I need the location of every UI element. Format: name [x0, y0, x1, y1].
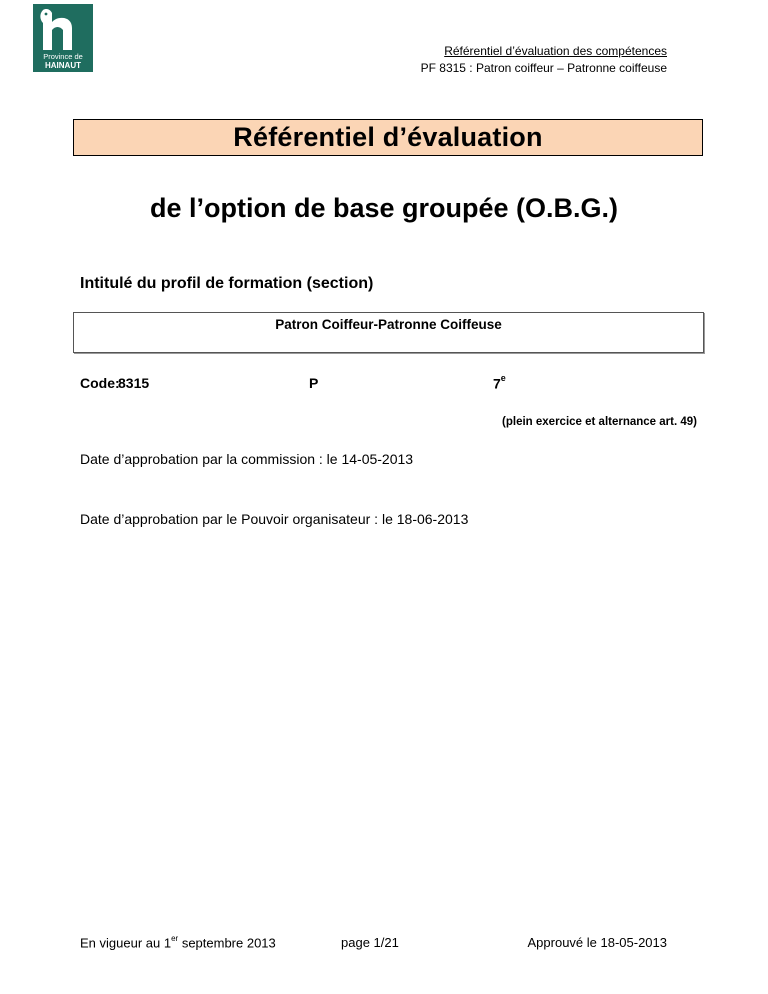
profile-box — [73, 312, 704, 353]
code-year-sup: e — [500, 373, 506, 383]
footer-effective-date — [80, 935, 276, 950]
code-year — [493, 375, 506, 392]
footer-effective-prefix: En vigueur au 1 — [80, 935, 172, 951]
profile-name: Patron Coiffeur-Patronne Coiffeuse — [275, 317, 502, 332]
code-year-number: 7 — [493, 375, 501, 392]
code-label: Code: — [80, 375, 120, 391]
code-letter: P — [309, 375, 319, 391]
code-value: 8315 — [118, 375, 150, 391]
pouvoir-approval-date: Date d’approbation par le Pouvoir organisateur : le 18-06-2013 — [80, 511, 469, 527]
header-document-subtitle: PF 8315 : Patron coiffeur – Patronne coiffeuse — [420, 61, 667, 75]
province-hainaut-logo — [33, 4, 93, 72]
header-document-title: Référentiel d’évaluation des compétences — [444, 44, 667, 58]
profile-label: Intitulé du profil de formation (section) — [80, 275, 374, 292]
page-title: Référentiel d’évaluation — [233, 122, 543, 152]
footer-approved-date: Approuvé le 18-05-2013 — [527, 935, 667, 950]
commission-approval-date: Date d’approbation par la commission : le 14-05-2013 — [80, 451, 414, 467]
footer-page-number: page 1/21 — [341, 935, 399, 950]
page-subtitle: de l’option de base groupée (O.B.G.) — [149, 193, 619, 223]
footer-effective-sup: er — [171, 934, 179, 943]
footer-effective-suffix: septembre 2013 — [178, 935, 276, 951]
regime-note: (plein exercice et alternance art. 49) — [502, 416, 697, 428]
logo-line1: Province de — [43, 52, 83, 61]
logo-line2: HAINAUT — [45, 61, 81, 70]
logo-emblem-icon — [33, 4, 93, 72]
title-box — [73, 119, 703, 156]
